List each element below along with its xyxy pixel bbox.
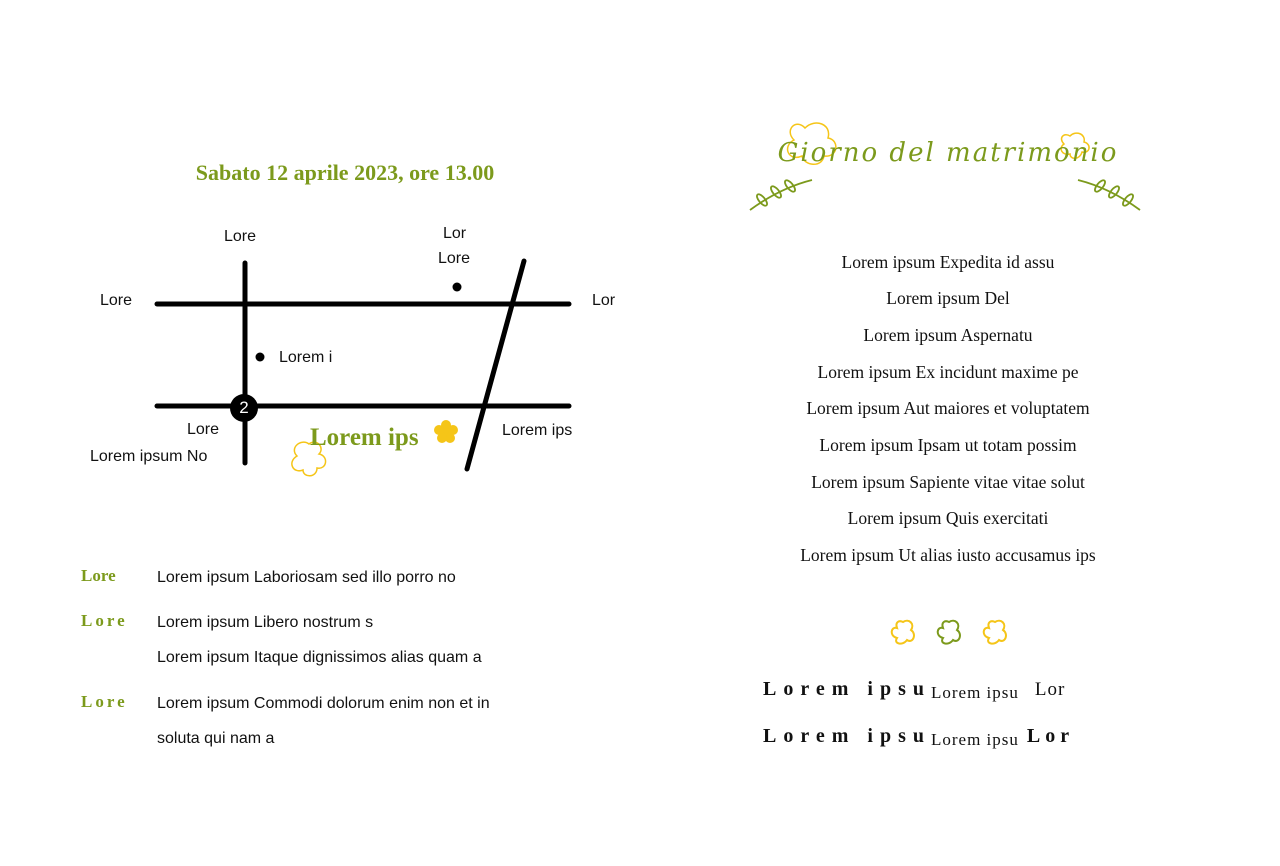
point-marker [453,283,462,292]
branch-icon [750,179,1140,210]
point-marker [256,353,265,362]
list-item: Lorem ipsum Aut maiores et voluptatem [806,398,1090,418]
map-label: Lore [100,292,133,309]
schedule-time: Lore [81,692,128,711]
map-label: Lorem ipsum No [90,448,208,465]
flower-outline-icon [938,621,960,644]
list-item: Lorem ipsum Ut alias iusto accusamus ips [800,545,1096,565]
signature-name: Lorem ipsu [930,730,1019,749]
signature-name: Lorem ipsu [930,683,1019,702]
schedule-time: Lore [81,566,116,585]
schedule-text: soluta qui nam a [157,730,275,747]
signature-line [763,725,1074,748]
flower-outline-icon [892,621,914,644]
map-label: Lore [438,250,471,267]
flower-icon [434,420,458,443]
map-label: Lore [187,421,220,438]
signature-name: Lorem ipsu [763,678,931,700]
flower-divider [885,616,1015,650]
signature-line [763,678,1065,701]
list-item: Lorem ipsum Aspernatu [863,325,1033,345]
marker-number: 2 [239,398,249,417]
list-item: Lorem ipsum Ipsam ut totam possim [819,435,1077,455]
signature-name: Lor [1026,725,1075,747]
list-item: Lorem ipsum Quis exercitati [847,508,1049,528]
map-label: Lor [592,292,616,309]
signature-name: Lorem ipsu [763,725,931,747]
map-label: Lor [443,225,467,242]
schedule-text: Lorem ipsum Itaque dignissimos alias quam a [157,649,482,666]
list-item: Lorem ipsum Sapiente vitae vitae solut [811,472,1085,492]
signature-name: Lor [1034,679,1066,700]
schedule-text: Lorem ipsum Laboriosam sed illo porro no [157,569,456,586]
list-item: Lorem ipsum Ex incidunt maxime pe [817,362,1079,382]
flower-outline-icon [984,621,1006,644]
schedule-time: Lore [81,611,128,630]
list-item: Lorem ipsum Del [886,288,1010,308]
title-decoration [740,110,1150,230]
map-label: Lorem i [279,349,333,366]
list-item: Lorem ipsum Expedita id assu [841,252,1055,272]
map-label: Lorem ips [502,422,573,439]
venue-name: Lorem ips [310,424,419,451]
date-heading: Sabato 12 aprile 2023, ore 13.00 [195,160,495,185]
map-label: Lore [224,228,257,245]
schedule-text: Lorem ipsum Commodi dolorum enim non et in [157,695,490,712]
schedule-text: Lorem ipsum Libero nostrum s [157,614,374,631]
section-title: Giorno del matrimonio [777,138,1119,168]
